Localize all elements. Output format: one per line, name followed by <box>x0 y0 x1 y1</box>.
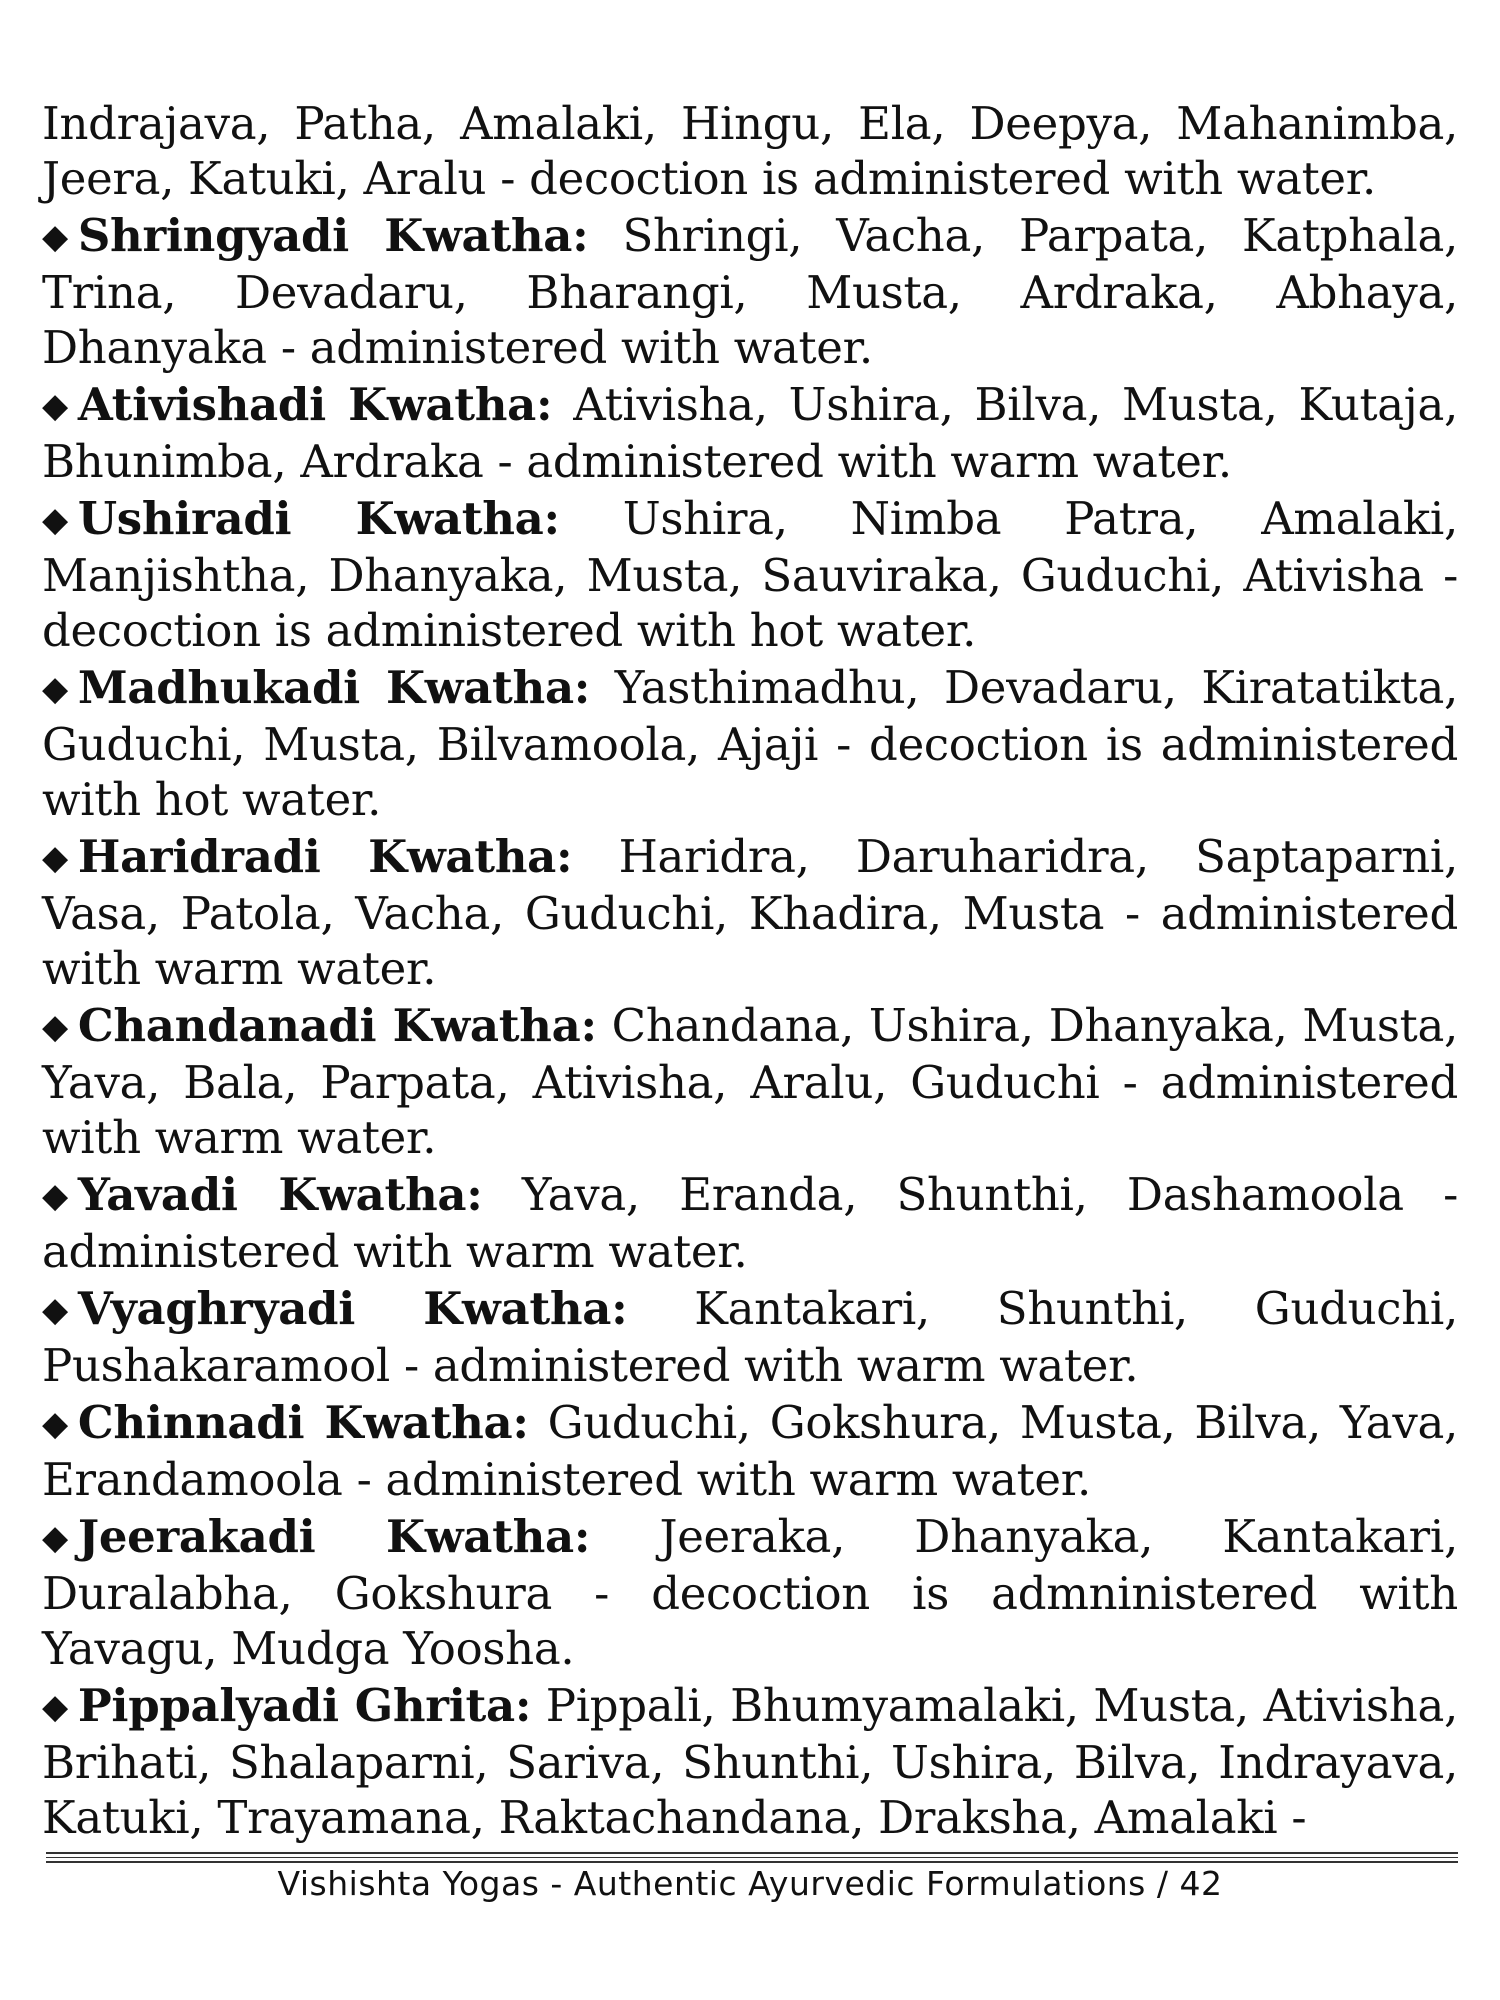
diamond-bullet-icon: ◆ <box>42 1518 68 1558</box>
entry-text: Shringi, Vacha, Parpata, Katphala, Trina, Devadaru, Bharangi, Musta, Ardraka, Abhaya, Dhanyaka - administered with water. <box>42 209 1458 374</box>
diamond-bullet-icon: ◆ <box>42 1176 68 1216</box>
divider-line <box>46 1857 1458 1858</box>
diamond-bullet-icon: ◆ <box>42 1687 68 1727</box>
entry-term: Ushiradi Kwatha: <box>77 492 560 545</box>
entry-term: Yavadi Kwatha: <box>77 1168 483 1221</box>
entry-term: Haridradi Kwatha: <box>77 830 573 883</box>
entry-text: Haridra, Daruharidra, Saptaparni, Vasa, Patola, Vacha, Guduchi, Khadira, Musta - administered with warm water. <box>42 830 1458 995</box>
entry-text: Ativisha, Ushira, Bilva, Musta, Kutaja, Bhunimba, Ardraka - administered with warm water. <box>42 378 1458 488</box>
entry-text: Pippali, Bhumyamalaki, Musta, Ativisha, Brihati, Shalaparni, Sariva, Shunthi, Ushira, Bilva, Indrayava, Katuki, Trayamana, Raktachandana, Draksha, Amalaki - <box>42 1679 1458 1844</box>
entry-madhukadi-kwatha <box>42 660 1458 827</box>
entry-term: Jeerakadi Kwatha: <box>77 1510 591 1563</box>
entry-chinnadi-kwatha <box>42 1395 1458 1507</box>
entry-term: Pippalyadi Ghrita: <box>77 1679 532 1732</box>
page-footer: Vishishta Yogas - Authentic Ayurvedic Formulations / 42 <box>277 1864 1223 1903</box>
entry-vyaghryadi-kwatha <box>42 1281 1458 1393</box>
entry-term: Vyaghryadi Kwatha: <box>77 1282 628 1335</box>
divider-line <box>46 1861 1458 1863</box>
entry-term: Chinnadi Kwatha: <box>77 1396 529 1449</box>
entry-text: Guduchi, Gokshura, Musta, Bilva, Yava, Erandamoola - administered with warm water. <box>42 1396 1458 1506</box>
entry-text: Kantakari, Shunthi, Guduchi, Pushakaramool - administered with warm water. <box>42 1282 1458 1392</box>
entry-text: Yava, Eranda, Shunthi, Dashamoola - administered with warm water. <box>42 1168 1458 1278</box>
entry-text: Chandana, Ushira, Dhanyaka, Musta, Yava, Bala, Parpata, Ativisha, Aralu, Guduchi - administered with warm water. <box>42 999 1458 1164</box>
diamond-bullet-icon: ◆ <box>42 217 68 257</box>
diamond-bullet-icon: ◆ <box>42 500 68 540</box>
entry-chandanadi-kwatha <box>42 998 1458 1165</box>
entry-text: Ushira, Nimba Patra, Amalaki, Manjishtha, Dhanyaka, Musta, Sauviraka, Guduchi, Ativisha - decoction is administered with hot water. <box>42 492 1458 657</box>
entry-yavadi-kwatha <box>42 1167 1458 1279</box>
entry-haridradi-kwatha <box>42 829 1458 996</box>
entry-text: Jeeraka, Dhanyaka, Kantakari, Duralabha, Gokshura - decoction is admninistered with Yavagu, Mudga Yoosha. <box>42 1510 1458 1675</box>
entry-term: Shringyadi Kwatha: <box>77 209 589 262</box>
entry-pippalyadi-ghrita <box>42 1678 1458 1845</box>
diamond-bullet-icon: ◆ <box>42 669 68 709</box>
entry-term: Ativishadi Kwatha: <box>77 378 553 431</box>
entry-term: Madhukadi Kwatha: <box>77 661 591 714</box>
entry-text: Yasthimadhu, Devadaru, Kiratatikta, Guduchi, Musta, Bilvamoola, Ajaji - decoction is administered with hot water. <box>42 661 1458 826</box>
diamond-bullet-icon: ◆ <box>42 386 68 426</box>
entry-jeerakadi-kwatha <box>42 1509 1458 1676</box>
entry-ativishadi-kwatha <box>42 377 1458 489</box>
entry-term: Chandanadi Kwatha: <box>77 999 597 1052</box>
diamond-bullet-icon: ◆ <box>42 838 68 878</box>
diamond-bullet-icon: ◆ <box>42 1404 68 1444</box>
page-body <box>42 96 1458 1847</box>
entry-ushiradi-kwatha <box>42 491 1458 658</box>
diamond-bullet-icon: ◆ <box>42 1007 68 1047</box>
diamond-bullet-icon: ◆ <box>42 1290 68 1330</box>
entry-shringyadi-kwatha <box>42 208 1458 375</box>
divider-line <box>46 1852 1458 1854</box>
intro-paragraph: Indrajava, Patha, Amalaki, Hingu, Ela, Deepya, Mahanimba, Jeera, Katuki, Aralu - decoction is administered with water. <box>42 97 1458 205</box>
